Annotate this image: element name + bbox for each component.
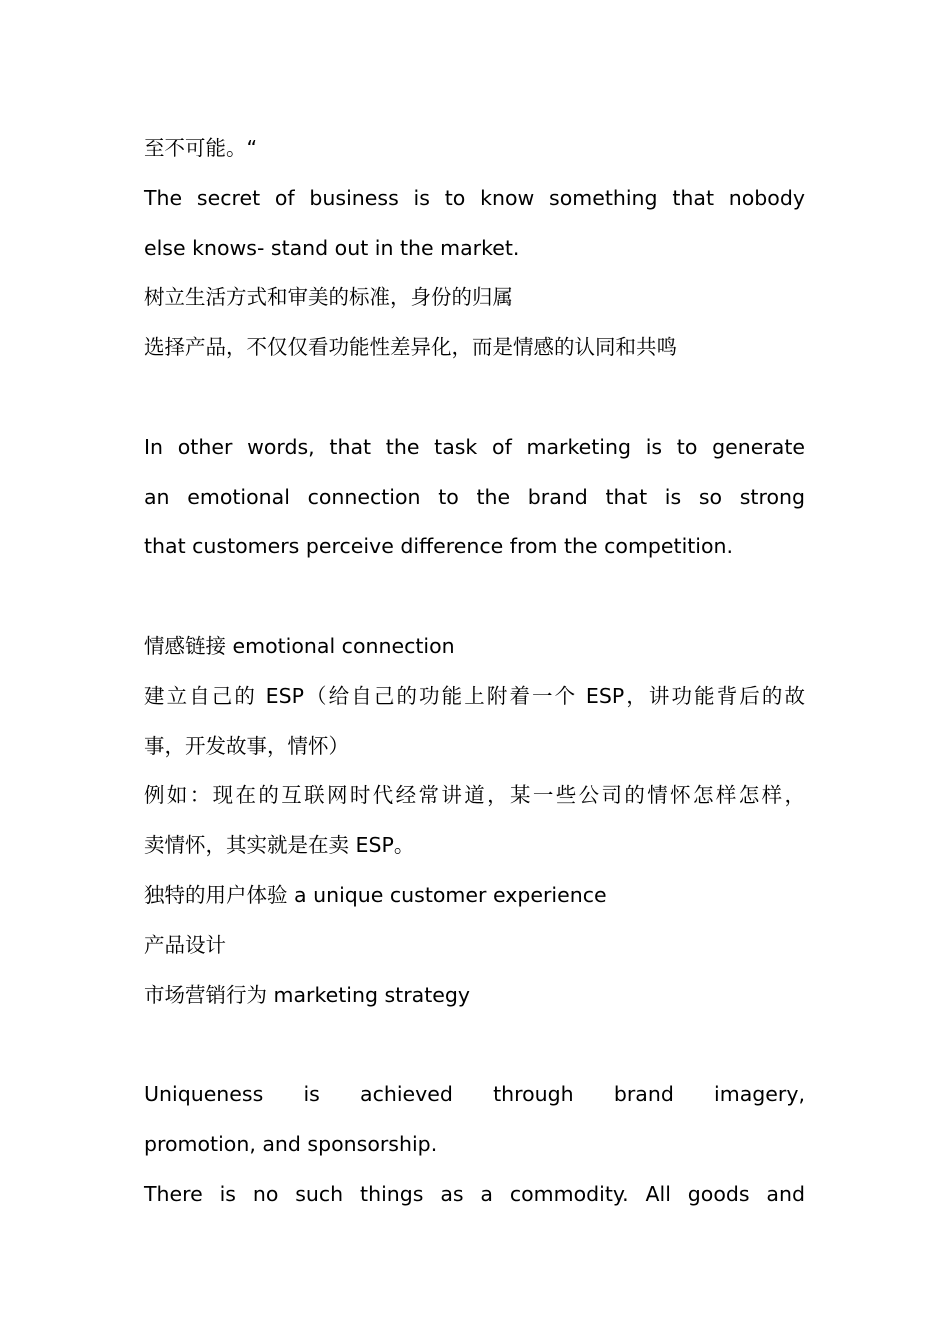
text-line: that customers perceive difference from the competition.: [144, 534, 734, 559]
text-line: Uniqueness is achieved through brand imagery,: [144, 1082, 805, 1107]
text-line: 情感链接 emotional connection: [144, 633, 455, 658]
text-line: 至不可能。“: [144, 136, 258, 160]
text-line: 独特的用户体验 a unique customer experience: [144, 882, 607, 907]
text-line: 例如：现在的互联网时代经常讲道，某一些公司的情怀怎样怎样，: [144, 783, 805, 808]
blank-line: [144, 572, 805, 622]
text-line: 树立生活方式和审美的标准，身份的归属: [144, 285, 513, 310]
text-line: else knows- stand out in the market.: [144, 235, 520, 260]
blank-line: [144, 1020, 805, 1070]
document-page: [144, 124, 805, 1220]
text-line: 卖情怀，其实就是在卖 ESP。: [144, 833, 415, 858]
text-line: 产品设计: [144, 932, 226, 957]
text-line: 事，开发故事，情怀）: [144, 733, 349, 758]
text-line: 市场营销行为 marketing strategy: [144, 982, 470, 1007]
text-line: promotion, and sponsorship.: [144, 1131, 438, 1156]
text-line: The secret of business is to know something that nobody: [144, 185, 805, 210]
text-line: There is no such things as a commodity. All goods and: [144, 1181, 805, 1206]
blank-line: [144, 373, 805, 423]
text-line: 选择产品，不仅仅看功能性差异化，而是情感的认同和共鸣: [144, 335, 677, 360]
text-line: 建立自己的 ESP（给自己的功能上附着一个 ESP，讲功能背后的故: [144, 683, 805, 708]
text-line: an emotional connection to the brand that is so strong: [144, 484, 805, 509]
text-line: In other words, that the task of marketing is to generate: [144, 434, 805, 459]
